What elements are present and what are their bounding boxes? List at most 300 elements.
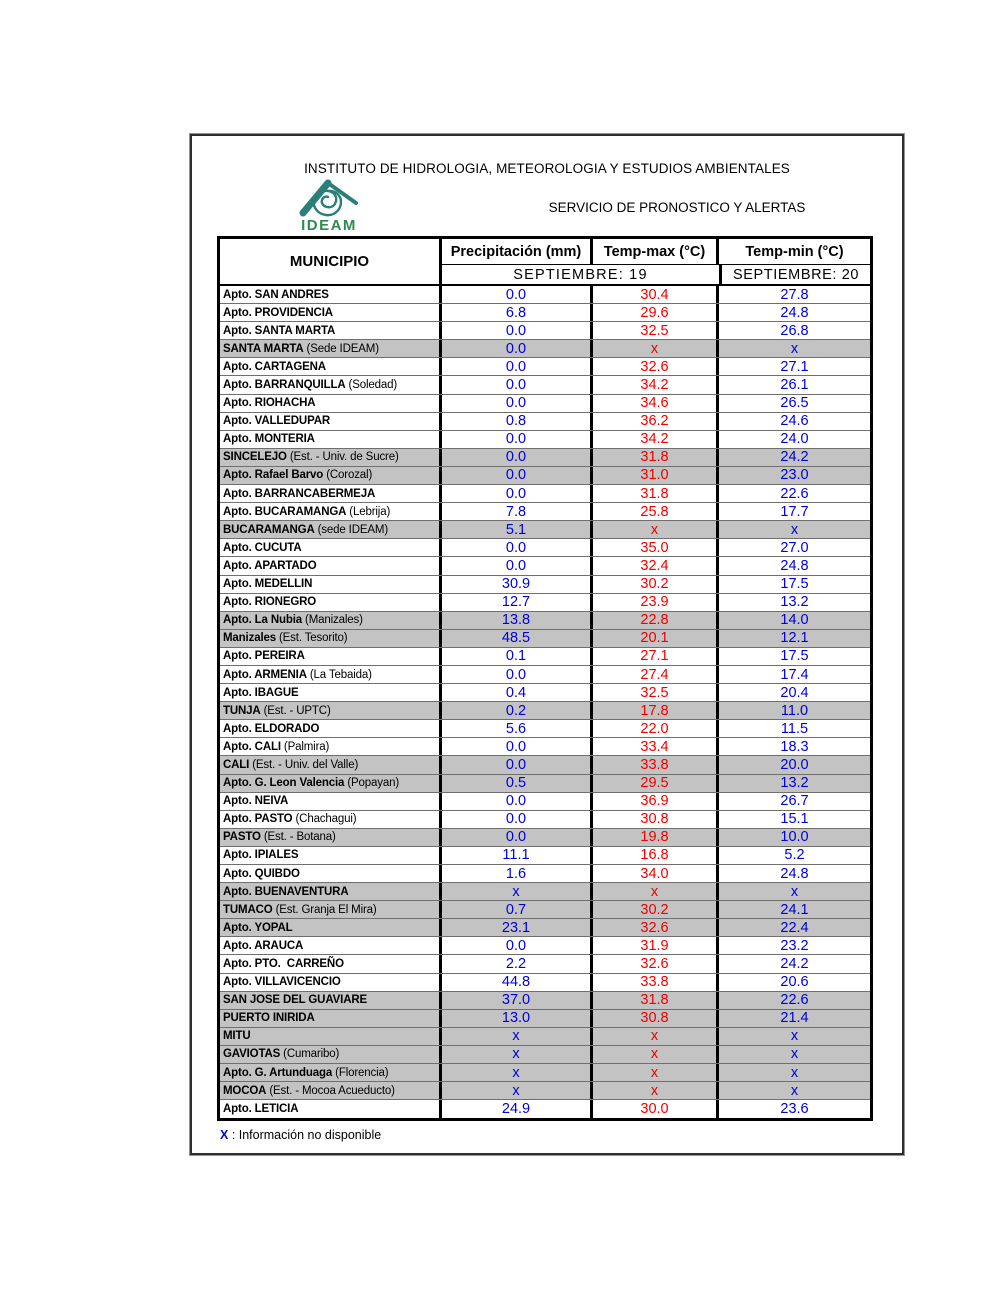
municipio-cell (220, 775, 442, 792)
table-row (220, 485, 870, 503)
weather-table (217, 236, 873, 1121)
precip-value: 0.0 (442, 395, 593, 412)
table-row (220, 521, 870, 539)
municipio-name: Apto. La Nubia (223, 614, 303, 627)
footnote-symbol: X (220, 1128, 229, 1142)
table-row (220, 883, 870, 901)
tempmin-value: 23.6 (780, 1101, 809, 1118)
tempmin-value: 22.4 (780, 919, 809, 936)
tempmax-value: x (593, 1082, 719, 1099)
table-row (220, 865, 870, 883)
tempmin-value: 21.4 (780, 1010, 809, 1027)
municipio-name: Apto. IPIALES (223, 849, 299, 862)
municipio-detail: (Florencia) (335, 1066, 389, 1079)
municipio-detail: (Chachagui) (295, 813, 357, 826)
tempmax-value: 32.6 (593, 358, 719, 375)
precip-value: x (442, 1028, 593, 1045)
municipio-detail: (Popayan) (347, 777, 400, 790)
table-row (220, 539, 870, 557)
tempmax-value: 30.0 (593, 1100, 719, 1118)
precip-value: 13.0 (442, 1010, 593, 1027)
table-row (220, 919, 870, 937)
municipio-cell (220, 395, 442, 412)
table-row (220, 594, 870, 612)
municipio-name: Apto. RIOHACHA (223, 397, 316, 410)
municipio-name: BUCARAMANGA (223, 523, 315, 536)
municipio-name: Apto. LETICIA (223, 1103, 299, 1116)
tempmax-value: 22.8 (593, 612, 719, 629)
tempmin-value: 11.0 (780, 702, 809, 719)
tempmax-value: 32.6 (593, 955, 719, 972)
table-row (220, 557, 870, 575)
tempmin-value: 15.1 (780, 811, 809, 828)
tempmax-value: 27.4 (593, 666, 719, 683)
tempmax-value: 23.9 (593, 594, 719, 611)
municipio-name: Apto. BARRANQUILLA (223, 379, 346, 392)
municipio-name: Apto. YOPAL (223, 921, 293, 934)
municipio-name: CALI (223, 758, 250, 771)
tempmin-value: 17.4 (780, 666, 809, 683)
table-row (220, 901, 870, 919)
municipio-cell (220, 539, 442, 556)
precip-value: x (442, 883, 593, 900)
tempmin-value: 23.0 (780, 467, 809, 484)
municipio-name: Apto. ARMENIA (223, 668, 307, 681)
table-row (220, 666, 870, 684)
municipio-name: Apto. G. Artunduaga (223, 1066, 333, 1079)
tempmax-value: 34.0 (593, 865, 719, 882)
tempmin-value: 26.7 (780, 793, 809, 810)
tempmin-value: 27.1 (780, 358, 809, 375)
municipio-cell (220, 847, 442, 864)
tempmax-value: 34.6 (593, 395, 719, 412)
municipio-name: GAVIOTAS (223, 1048, 281, 1061)
table-row (220, 1010, 870, 1028)
municipio-detail: (Sede IDEAM) (306, 342, 379, 355)
precip-value: 0.0 (442, 467, 593, 484)
table-row (220, 449, 870, 467)
municipio-cell (220, 594, 442, 611)
municipio-name: Apto. BUCARAMANGA (223, 505, 347, 518)
precip-value: 0.0 (442, 738, 593, 755)
institute-title: INSTITUTO DE HIDROLOGIA, METEOROLOGIA Y ESTUDIOS AMBIENTALES (304, 161, 790, 176)
tempmax-value: 32.5 (593, 322, 719, 339)
tempmax-value: x (593, 521, 719, 538)
municipio-name: Manizales (223, 632, 276, 645)
municipio-cell (220, 612, 442, 629)
table-row (220, 576, 870, 594)
municipio-detail: (Corozal) (326, 469, 373, 482)
municipio-name: Apto. PTO. CARREÑO (223, 958, 344, 971)
municipio-name: Apto. QUIBDO (223, 867, 300, 880)
municipio-name: Apto. SAN ANDRES (223, 288, 329, 301)
table-row (220, 358, 870, 376)
precip-value: 0.1 (442, 648, 593, 665)
precip-value: 23.1 (442, 919, 593, 936)
column-header-municipio: MUNICIPIO (220, 239, 442, 284)
tempmax-value: 22.0 (593, 720, 719, 737)
municipio-detail: (Est. Granja El Mira) (275, 903, 377, 916)
municipio-detail: (Est. - Botana) (263, 831, 336, 844)
tempmax-value: 32.5 (593, 684, 719, 701)
precip-value: 13.8 (442, 612, 593, 629)
tempmin-value: x (790, 1046, 799, 1063)
tempmax-value: 30.4 (593, 286, 719, 303)
tempmin-value: 26.5 (780, 395, 809, 412)
tempmax-value: 31.0 (593, 467, 719, 484)
municipio-cell (220, 1046, 442, 1063)
municipio-cell (220, 630, 442, 647)
municipio-cell (220, 322, 442, 339)
municipio-cell (220, 557, 442, 574)
table-row (220, 376, 870, 394)
tempmax-value: 33.8 (593, 756, 719, 773)
table-row (220, 793, 870, 811)
tempmin-value: x (790, 340, 799, 357)
table-row (220, 738, 870, 756)
tempmin-value: 24.6 (780, 413, 809, 430)
tempmax-value: x (593, 340, 719, 357)
table-row (220, 630, 870, 648)
municipio-detail: (Est. - Mocoa Acueducto) (269, 1084, 395, 1097)
municipio-name: Apto. VALLEDUPAR (223, 415, 331, 428)
table-row (220, 467, 870, 485)
municipio-cell (220, 811, 442, 828)
tempmin-value: 24.2 (780, 956, 809, 973)
precip-value: 0.0 (442, 376, 593, 393)
date-header-septiembre-20: SEPTIEMBRE: 20 (732, 266, 860, 283)
table-row (220, 1046, 870, 1064)
precip-value: 0.0 (442, 358, 593, 375)
tempmax-value: 17.8 (593, 702, 719, 719)
municipio-cell (220, 865, 442, 882)
precip-value: 0.0 (442, 937, 593, 954)
column-header-temp-max: Temp-max (°C) (593, 239, 719, 264)
municipio-name: Apto. CUCUTA (223, 541, 302, 554)
tempmin-value: x (790, 1064, 799, 1081)
date-header-septiembre-19: SEPTIEMBRE: 19 (442, 265, 722, 284)
municipio-name: PASTO (223, 831, 261, 844)
tempmin-value: 14.0 (780, 612, 809, 629)
municipio-cell (220, 883, 442, 900)
tempmin-value: x (790, 1028, 799, 1045)
tempmin-value: 24.0 (780, 431, 809, 448)
tempmin-value: 20.0 (780, 756, 809, 773)
table-row (220, 431, 870, 449)
municipio-name: Apto. BARRANCABERMEJA (223, 487, 376, 500)
municipio-cell (220, 286, 442, 303)
table-row (220, 648, 870, 666)
precip-value: 0.0 (442, 340, 593, 357)
tempmax-value: 20.1 (593, 630, 719, 647)
municipio-cell (220, 376, 442, 393)
municipio-cell (220, 829, 442, 846)
municipio-cell (220, 1082, 442, 1099)
municipio-cell (220, 1010, 442, 1027)
tempmin-value: 27.0 (780, 539, 809, 556)
municipio-name: SANTA MARTA (223, 342, 304, 355)
table-row (220, 974, 870, 992)
municipio-name: Apto. PASTO (223, 813, 293, 826)
precip-value: 0.7 (442, 901, 593, 918)
precip-value: 37.0 (442, 992, 593, 1009)
table-row (220, 1028, 870, 1046)
municipio-name: Apto. PROVIDENCIA (223, 306, 333, 319)
table-row (220, 937, 870, 955)
tempmax-value: 36.2 (593, 413, 719, 430)
table-row (220, 322, 870, 340)
tempmin-value: 24.8 (780, 304, 809, 321)
column-header-precipitation: Precipitación (mm) (442, 239, 593, 264)
tempmin-value: 24.1 (780, 901, 809, 918)
table-row (220, 286, 870, 304)
municipio-name: Apto. NEIVA (223, 795, 289, 808)
footnote (220, 1128, 381, 1142)
tempmin-value: 24.8 (780, 557, 809, 574)
table-row (220, 992, 870, 1010)
precip-value: 0.2 (442, 702, 593, 719)
table-row (220, 684, 870, 702)
municipio-cell (220, 937, 442, 954)
tempmax-value: 31.8 (593, 449, 719, 466)
municipio-name: Apto. CARTAGENA (223, 360, 326, 373)
precip-value: 2.2 (442, 955, 593, 972)
tempmin-value: x (790, 883, 799, 900)
municipio-name: SINCELEJO (223, 451, 287, 464)
precip-value: 0.0 (442, 557, 593, 574)
municipio-cell (220, 503, 442, 520)
table-row (220, 1064, 870, 1082)
precip-value: 0.4 (442, 684, 593, 701)
tempmin-value: 27.8 (780, 286, 809, 303)
tempmax-value: x (593, 1028, 719, 1045)
tempmin-value: 12.1 (780, 630, 809, 647)
tempmax-value: 29.6 (593, 304, 719, 321)
tempmin-value: 22.6 (780, 485, 809, 502)
municipio-name: Apto. BUENAVENTURA (223, 885, 349, 898)
municipio-name: Apto. CALI (223, 740, 281, 753)
tempmin-value: x (790, 521, 799, 538)
municipio-name: PUERTO INIRIDA (223, 1012, 315, 1025)
municipio-name: Apto. G. Leon Valencia (223, 777, 345, 790)
precip-value: 5.6 (442, 720, 593, 737)
precip-value: 0.0 (442, 539, 593, 556)
municipio-name: Apto. MEDELLIN (223, 578, 313, 591)
table-header (220, 239, 870, 286)
tempmax-value: 19.8 (593, 829, 719, 846)
table-row (220, 413, 870, 431)
precip-value: 44.8 (442, 974, 593, 991)
municipio-detail: (Lebrija) (349, 505, 391, 518)
municipio-cell (220, 358, 442, 375)
tempmin-value: 22.6 (780, 992, 809, 1009)
tempmax-value: 32.6 (593, 919, 719, 936)
municipio-name: SAN JOSE DEL GUAVIARE (223, 994, 368, 1007)
tempmax-value: 33.4 (593, 738, 719, 755)
municipio-name: Apto. VILLAVICENCIO (223, 976, 341, 989)
tempmax-value: 35.0 (593, 539, 719, 556)
tempmin-value: 26.1 (780, 377, 809, 394)
municipio-name: MOCOA (223, 1084, 267, 1097)
tempmin-value: 24.2 (780, 449, 809, 466)
precip-value: 0.0 (442, 666, 593, 683)
tempmax-value: 31.8 (593, 485, 719, 502)
municipio-detail: (Est. Tesorito) (278, 632, 348, 645)
municipio-cell (220, 955, 442, 972)
tempmax-value: x (593, 1064, 719, 1081)
precip-value: 7.8 (442, 503, 593, 520)
table-row (220, 503, 870, 521)
municipio-cell (220, 648, 442, 665)
municipio-cell (220, 340, 442, 357)
tempmin-value: x (790, 1082, 799, 1099)
precip-value: 0.0 (442, 829, 593, 846)
precip-value: 30.9 (442, 576, 593, 593)
table-row (220, 612, 870, 630)
tempmin-value: 18.3 (780, 738, 809, 755)
precip-value: 0.0 (442, 756, 593, 773)
municipio-cell (220, 738, 442, 755)
precip-value: 12.7 (442, 594, 593, 611)
tempmax-value: 30.8 (593, 811, 719, 828)
municipio-name: Apto. APARTADO (223, 559, 317, 572)
table-header-right (442, 239, 870, 284)
precip-value: 0.0 (442, 286, 593, 303)
tempmax-value: 31.8 (593, 992, 719, 1009)
table-row (220, 829, 870, 847)
municipio-name: MITU (223, 1030, 251, 1043)
municipio-cell (220, 756, 442, 773)
municipio-cell (220, 521, 442, 538)
precip-value: x (442, 1046, 593, 1063)
tempmax-value: 32.4 (593, 557, 719, 574)
municipio-detail: (Cumaribo) (283, 1048, 340, 1061)
municipio-name: Apto. PEREIRA (223, 650, 305, 663)
tempmin-value: 10.0 (780, 829, 809, 846)
tempmax-value: 16.8 (593, 847, 719, 864)
municipio-detail: (Est. - UPTC) (263, 704, 331, 717)
tempmax-value: 34.2 (593, 376, 719, 393)
tempmax-value: 25.8 (593, 503, 719, 520)
municipio-detail: (sede IDEAM) (317, 523, 389, 536)
municipio-cell (220, 684, 442, 701)
precip-value: 24.9 (442, 1100, 593, 1118)
table-row (220, 847, 870, 865)
municipio-name: Apto. MONTERIA (223, 433, 315, 446)
table-row (220, 756, 870, 774)
municipio-name: TUMACO (223, 903, 273, 916)
municipio-detail: (Est. - Univ. de Sucre) (289, 451, 399, 464)
table-row (220, 340, 870, 358)
municipio-cell (220, 413, 442, 430)
municipio-cell (220, 720, 442, 737)
tempmin-value: 26.8 (780, 322, 809, 339)
tempmin-value: 20.4 (780, 684, 809, 701)
table-row (220, 304, 870, 322)
tempmin-value: 24.8 (780, 865, 809, 882)
tempmin-value: 20.6 (780, 974, 809, 991)
municipio-name: Apto. Rafael Barvo (223, 469, 324, 482)
tempmax-value: 36.9 (593, 793, 719, 810)
tempmax-value: 30.8 (593, 1010, 719, 1027)
document-frame (190, 134, 904, 1155)
tempmin-value: 17.5 (780, 576, 809, 593)
precip-value: 11.1 (442, 847, 593, 864)
tempmin-value: 17.7 (780, 503, 809, 520)
municipio-name: Apto. ELDORADO (223, 722, 320, 735)
precip-value: 1.6 (442, 865, 593, 882)
municipio-cell (220, 974, 442, 991)
municipio-cell (220, 467, 442, 484)
municipio-detail: (Manizales) (305, 614, 363, 627)
tempmax-value: 30.2 (593, 576, 719, 593)
table-row (220, 955, 870, 973)
municipio-name: TUNJA (223, 704, 261, 717)
municipio-cell (220, 485, 442, 502)
table-row (220, 720, 870, 738)
municipio-cell (220, 1028, 442, 1045)
tempmax-value: 30.2 (593, 901, 719, 918)
tempmin-value: 11.5 (780, 720, 809, 737)
tempmax-value: 27.1 (593, 648, 719, 665)
table-header-row2 (442, 265, 870, 284)
tempmax-value: x (593, 883, 719, 900)
tempmax-value: 31.9 (593, 937, 719, 954)
municipio-name: Apto. IBAGUE (223, 686, 299, 699)
precip-value: 0.8 (442, 413, 593, 430)
ideam-logo-text: IDEAM (301, 217, 357, 234)
municipio-cell (220, 992, 442, 1009)
municipio-cell (220, 576, 442, 593)
municipio-cell (220, 1100, 442, 1118)
precip-value: 0.0 (442, 811, 593, 828)
tempmax-value: x (593, 1046, 719, 1063)
municipio-cell (220, 793, 442, 810)
precip-value: x (442, 1064, 593, 1081)
municipio-cell (220, 919, 442, 936)
tempmax-value: 29.5 (593, 775, 719, 792)
precip-value: 5.1 (442, 521, 593, 538)
precip-value: 6.8 (442, 304, 593, 321)
tempmin-value: 17.5 (780, 648, 809, 665)
municipio-detail: (Soledad) (348, 379, 398, 392)
municipio-detail: (Est. - Univ. del Valle) (252, 758, 359, 771)
tempmax-value: 34.2 (593, 431, 719, 448)
municipio-detail: (La Tebaida) (309, 668, 372, 681)
precip-value: 0.0 (442, 449, 593, 466)
municipio-cell (220, 304, 442, 321)
municipio-name: Apto. RIONEGRO (223, 596, 317, 609)
table-row (220, 775, 870, 793)
table-row (220, 395, 870, 413)
municipio-cell (220, 431, 442, 448)
municipio-cell (220, 901, 442, 918)
municipio-name: Apto. ARAUCA (223, 939, 304, 952)
precip-value: 0.0 (442, 431, 593, 448)
table-row (220, 811, 870, 829)
precip-value: 48.5 (442, 630, 593, 647)
tempmin-value: 13.2 (780, 775, 809, 792)
municipio-detail: (Palmira) (283, 740, 330, 753)
table-row (220, 1100, 870, 1118)
municipio-cell (220, 449, 442, 466)
column-header-temp-min: Temp-min (°C) (745, 243, 844, 260)
table-body (220, 286, 870, 1118)
precip-value: 0.0 (442, 322, 593, 339)
table-header-row1 (442, 239, 870, 265)
tempmin-value: 13.2 (780, 594, 809, 611)
municipio-cell (220, 666, 442, 683)
